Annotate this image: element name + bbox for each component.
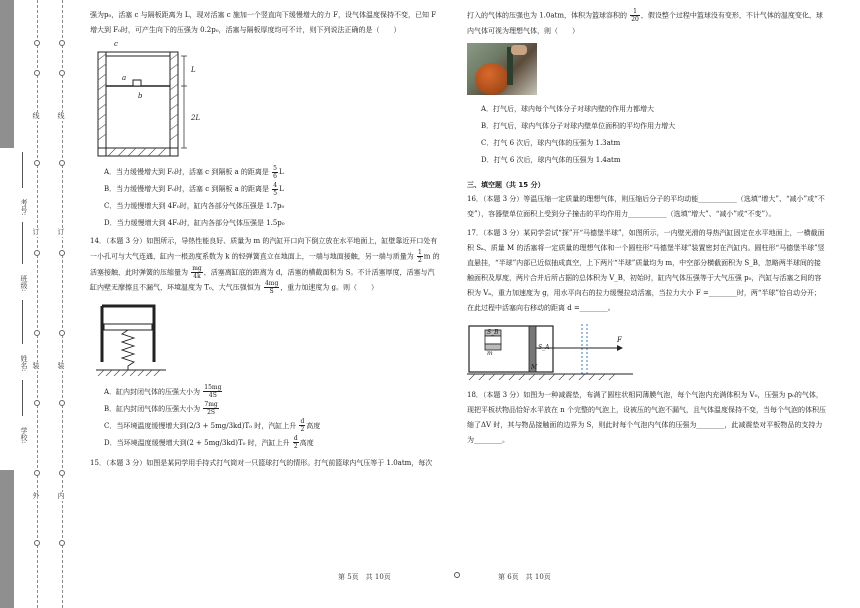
q15-option-b[interactable]: B．打气后，球内气体分子对球内壁单位面积的平均作用力增大 [481,121,676,130]
binding-hole [34,540,40,546]
q13-option-c[interactable]: C．当力缓慢增大到 4F₀时，缸内各部分气体压强是 1.7p₀ [104,202,285,210]
q14-compress-fraction [191,265,203,280]
inner-label-xian: 线 [55,112,67,121]
fig1-label-b: b [138,92,143,100]
binding-hole [34,330,40,336]
q14-b-fraction [203,401,218,416]
q14-d-den: 2 [293,443,298,450]
q14-b-num: 7mg [204,401,218,408]
fig3-label-sa: S_A [538,344,550,352]
fig1-label-2L: 2L [191,114,201,122]
class-field[interactable] [22,222,23,264]
q14-a-text: A．缸内封闭气体的压强大小为 [104,387,201,396]
q13-b-fraction [272,182,278,197]
fig1-label-a: a [122,74,127,82]
binding-hole [34,250,40,256]
q13-a-post: L [279,168,284,176]
q14-a-num: 15mg [204,384,222,391]
fig1-label-c: c [114,40,118,48]
q14-d-text: D．当环境温度缓慢增大到 [104,438,187,447]
q15-option-a[interactable]: A．打气后，球内每个气体分子对球内壁的作用力都增大 [481,104,655,113]
q14-option-d[interactable] [104,435,440,452]
fig3-label-M: M [531,364,538,372]
q14-stem-part-c: ，活塞离缸底的距离为 d，活塞的横截面积为 S。不计活塞厚度，活塞与汽缸内壁无摩擦且不漏气，环境温度为 T₀，大气压强恒为 [90,268,435,292]
q17-magdeburg-figure [467,320,827,384]
binding-gray-band-bottom [0,470,14,608]
binding-hole [34,470,40,476]
q15-num: 1 [630,8,640,16]
q14-d-fraction [293,435,299,450]
exam-no-field[interactable] [22,152,23,188]
q13-a-den: 6 [273,172,277,180]
binding-hole [34,40,40,46]
inner-label-zhuang: 装 [55,362,67,371]
outer-cut-line [37,0,38,608]
q18-stem: 18．（本题 3 分）如图为一种减震垫，布满了圆柱状相同薄膜气泡，每个气泡内充满体积为 V₀，压强为 p₀的气体，现把平板状物品恰好水平放在 n 个完整的气泡上，设被压的气泡不漏气，且气体温度保持不变，当每个气泡的体积压缩了ΔV 时，其与物品接触面的边界为 S，则此时每个气泡内气体的压强为________，此减震垫对平板物品的支持力为________。 [467,391,826,445]
q15-stem: 15．（本题 3 分）如图是某同学用手持式打气筒对一只篮球打气的情形。打气前篮球内气压等于 1.0atm，每次 [90,458,433,467]
q15-stem-continued [467,8,827,39]
page-6-column [467,8,827,452]
basketball-pump-photo [467,43,537,95]
q14-pressure-fraction [264,280,279,295]
q14-stem [90,234,440,296]
q13-stem-continued: 强为p₀，活塞 c 与隔板距离为 L，现对活塞 c 施加一个竖直向下缓慢增大的力 F，设气体温度保持不变，已知 F 增大到 F₀时，可产生向下的压强为 0.2p₀，活塞与隔板厚度均可不计，则下列说法正确的是（ ） [90,11,437,34]
q14-compress-num: mg [192,264,202,272]
school-label: 学校: [16,420,28,450]
q16-stem: 16．（本题 3 分）等温压缩一定质量的理想气体，则压缩后分子的平均动能___________（选填“增大”、“减小”或“不变”），容器壁单位面积上受到分子撞击的平均作用力___________（选填“增大”、“减小”或“不变”）。 [467,195,825,219]
q14-cylinder-svg [96,300,176,382]
q14-c-den: 2 [300,426,305,433]
q14-c-mid: (2/3 + 5mg/3kd)T₀ 时，汽缸上升 [186,421,297,430]
inner-label-nei: 内 [55,492,67,501]
q14-half-num: 1 [417,249,422,256]
q14-stem-part-a: 14．（本题 3 分）如图所示，导热性能良好、质量为 m 的汽缸开口向下倒立放在水平地面上，缸壁靠近开口处有一小孔可与大气连通，缸内一根劲度系数为 k 的轻弹簧直立在地面上，一端与地面接触，另一端与质量为 [90,237,438,261]
binding-hole [59,470,65,476]
q14-pressure-den: S [269,288,274,295]
q14-cylinder-figure [96,300,440,382]
q14-b-text: B．缸内封闭气体的压强大小为 [104,404,201,413]
binding-hole [59,250,65,256]
inner-cut-line [62,0,63,608]
q13-a-num: 5 [273,164,277,172]
fig1-label-L: L [191,66,196,74]
fig3-label-F: F [617,336,622,345]
fig3-label-sb: S_B [487,329,499,337]
page-5-column [90,8,440,475]
q13-option-a[interactable] [104,164,440,181]
q14-pressure-num: 4mg [264,280,279,287]
q14-a-fraction [203,384,222,399]
q15-fraction [630,8,640,23]
q17-stem: 17．（本题 3 分）某同学尝试“探”开“马德堡半球”，如图所示，一内壁光滑的导热汽缸固定在水平地面上，一横截面积 Sₐ、质量 M 的活塞将一定质量的理想气体和一个圆柱形“马德堡半球”装置密封在汽缸内。圆柱形“马德堡半球”竖直悬挂，“半球”内部已近似抽成真空，上下两片“半球”质量均为 m，中空部分横截面积为 S_B，忽略两半球间的接触面积及厚度，两片合并后所占据的总体积为 V_B，初始时，缸内气体压强等于大气压强 p₀，汽缸与活塞之间的容积为 Vₐ，重力加速度为 g，用水平向右的拉力缓慢拉动活塞，当拉力大小 F =________时，两“半球”恰自动分开；在此过程中活塞向右移动的距离 d =________。 [467,229,825,313]
q15-cont-part-a: 打入的气体的压强也为 1.0atm，体积为篮球容积的 [467,11,627,20]
binding-hole [34,160,40,166]
q13-b-num: 4 [273,181,278,189]
basketball-image [475,63,509,95]
section-3-heading: 三、填空题（共 15 分） [467,180,545,189]
exam-no-label: 考号: [16,192,28,222]
q13-cylinder-figure [94,42,440,162]
binding-hole [34,70,40,76]
q14-c-text: C．当环境温度缓慢增大到 [104,421,187,430]
outer-label-xian: 线 [30,112,42,121]
q14-c-num: d [300,418,305,425]
name-field[interactable] [22,300,23,344]
outer-label-wai: 外 [30,492,42,501]
q15-option-c[interactable]: C．打气 6 次后，球内气体的压强为 1.3atm [481,138,621,147]
q13-cylinder-svg [94,42,234,162]
q14-half-fraction [417,249,423,264]
q14-b-den: 2S [207,409,216,416]
name-label: 姓名: [16,348,28,378]
school-field[interactable] [22,380,23,416]
q14-option-c[interactable] [104,418,440,435]
fig3-label-m: m [487,350,493,358]
binding-gray-band-top [0,0,14,148]
binding-hole [59,400,65,406]
q14-c-fraction [299,418,305,433]
q14-stem-part-b: m 的活塞接触，此时弹簧的压缩量为 [90,252,440,276]
q14-a-den: 4S [208,392,217,399]
q15-den: 20 [631,16,639,23]
fold-mark-icon [454,572,460,578]
q15-cont-part-b: ，假设整个过程中篮球没有变形，不计气体的温度变化，球内气体可视为理想气体，则（ ） [467,11,823,35]
q15-option-d[interactable]: D．打气 6 次后，球内气体的压强为 1.4atm [481,155,621,164]
page-number-left: 第 5页 共 10页 [338,573,391,581]
outer-label-ding: 订 [30,228,42,237]
q13-option-d[interactable]: D．当力缓慢增大到 4F₀时，缸内各部分气体压强是 1.5p₀ [104,219,285,227]
q14-d-mid: (2 + 5mg/3kd)T₀ 时，汽缸上升 [186,438,290,447]
binding-hole [34,400,40,406]
binding-hole [59,160,65,166]
binding-hole [59,330,65,336]
class-label: 班级: [16,268,28,298]
q13-a-fraction [272,165,278,180]
q14-option-b[interactable] [104,401,440,418]
q14-c-post: 高度 [306,421,321,430]
inner-label-ding: 订 [55,228,67,237]
binding-hole [59,540,65,546]
q14-stem-part-d: ，重力加速度为 g。则（ ） [280,283,379,292]
page-number-right: 第 6页 共 10页 [498,573,551,581]
binding-hole [59,70,65,76]
q14-half-den: 2 [417,257,422,264]
binding-hole [59,40,65,46]
hand-image [511,45,527,55]
q13-a-text: A．当力缓慢增大到 F₀时，活塞 c 到隔板 a 的距离是 [104,168,269,176]
q14-option-a[interactable] [104,384,440,401]
outer-label-zhuang: 装 [30,362,42,371]
q14-d-post: 高度 [299,438,314,447]
q13-b-den: 5 [273,189,278,197]
q13-b-post: L [279,185,284,193]
q13-option-b[interactable] [104,181,440,198]
binding-strip [0,0,80,608]
q14-compress-den: 4k [193,272,201,280]
q14-d-num: d [293,435,298,442]
q13-b-text: B．当力缓慢增大到 F₀时，活塞 c 到隔板 a 的距离是 [104,185,270,193]
